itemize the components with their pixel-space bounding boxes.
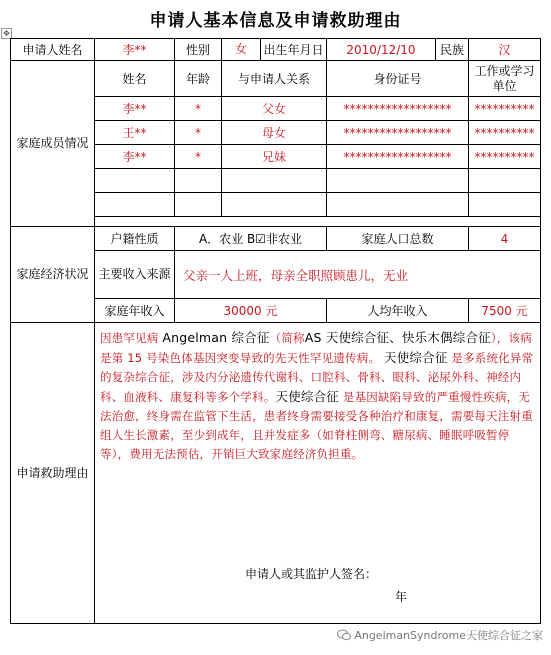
household-row — [11, 227, 541, 251]
gender-label: 性别 — [175, 39, 222, 61]
applicant-name-label: 申请人姓名 — [11, 39, 95, 61]
reason-text-cell[interactable] — [95, 323, 541, 624]
signature-date-mark: 年 — [395, 590, 408, 604]
income-source-value[interactable]: 父亲一人上班，母亲全职照顾患儿，无业 — [175, 251, 541, 299]
income-source-label: 主要收入来源 — [95, 251, 175, 299]
member-age[interactable]: * — [175, 145, 222, 169]
reason-part: （简称 — [269, 331, 305, 345]
reason-paragraph — [100, 328, 535, 464]
family-header-name: 姓名 — [95, 61, 175, 97]
empty-cell[interactable] — [327, 193, 469, 217]
reason-part-disease-name: 天使综合征 — [384, 350, 448, 365]
reason-part: 是多系统化异常的复杂综合征，涉及内分泌遗传代谢科、口腔科、骨科、眼科、泌尿外科、神经内科、血液科、康复科等多个学科。 — [100, 351, 534, 404]
member-age[interactable]: * — [175, 121, 222, 145]
member-name[interactable]: 李** — [95, 97, 175, 121]
application-form-table — [10, 38, 541, 624]
member-name[interactable]: 李** — [95, 145, 175, 169]
reason-part-aliases: AS 天使综合征、快乐木偶综合征 — [304, 330, 491, 345]
population-value[interactable]: 4 — [469, 227, 541, 251]
reason-part: 是基因缺陷导致的严重慢性疾病，无法治愈，终身需在监管下生活，患者终身需要接受各种治疗和康复，需要每天注射重组人生长激素，至少到成年，且并发症多（如脊柱侧弯、糖尿病、睡眠呼吸暂停等），费用无法预估，开销巨大致家庭经济负担重。 — [100, 390, 533, 461]
member-relation[interactable]: 父女 — [222, 97, 327, 121]
population-label: 家庭人口总数 — [327, 227, 469, 251]
dob-label: 出生年月日 — [263, 43, 324, 57]
empty-cell[interactable] — [95, 169, 175, 193]
member-id[interactable]: ****************** — [327, 145, 469, 169]
member-relation[interactable]: 母女 — [222, 121, 327, 145]
member-age[interactable]: * — [175, 97, 222, 121]
member-relation[interactable]: 兄妹 — [222, 145, 327, 169]
per-capita-value[interactable]: 7500 元 — [469, 299, 541, 323]
household-type-value[interactable]: A．农业 B☑非农业 — [175, 227, 327, 251]
family-header-row — [11, 61, 541, 97]
reason-part: 因患罕见病 — [100, 331, 163, 345]
wechat-icon — [337, 629, 351, 641]
member-id[interactable]: ****************** — [327, 121, 469, 145]
family-header-id: 身份证号 — [327, 61, 469, 97]
reason-part-disease-name: Angelman 综合征 — [162, 330, 270, 345]
signature-label: 申请人或其监护人签名： — [245, 567, 378, 581]
empty-cell[interactable] — [95, 193, 175, 217]
empty-cell[interactable] — [469, 169, 541, 193]
member-work-unit[interactable]: ********** — [469, 97, 541, 121]
table-move-handle-icon[interactable]: ✥ — [1, 28, 12, 39]
empty-cell — [95, 217, 541, 227]
empty-cell[interactable] — [175, 193, 222, 217]
ethnicity-value[interactable]: 汉 — [469, 39, 541, 61]
ethnicity-label: 民族 — [436, 39, 469, 61]
gender-dob-cell — [222, 39, 327, 61]
reason-row — [11, 323, 541, 624]
member-name[interactable]: 王** — [95, 121, 175, 145]
economy-section-label: 家庭经济状况 — [11, 227, 95, 323]
family-header-work-unit: 工作或学习单位 — [469, 61, 541, 97]
reason-section-label: 申请救助理由 — [11, 323, 95, 624]
page-title: 申请人基本信息及申请救助理由 — [149, 11, 402, 31]
reason-part-disease-name: 天使综合征 — [275, 389, 340, 404]
per-capita-label: 人均年收入 — [327, 299, 469, 323]
family-section-label: 家庭成员情况 — [11, 61, 95, 227]
empty-cell[interactable] — [222, 169, 327, 193]
annual-income-label: 家庭年收入 — [95, 299, 175, 323]
family-header-relation: 与申请人关系 — [222, 61, 327, 97]
empty-cell[interactable] — [175, 169, 222, 193]
empty-cell[interactable] — [469, 193, 541, 217]
watermark-text: AngelmanSyndrome天使综合征之家 — [354, 629, 543, 642]
watermark — [337, 627, 543, 643]
empty-cell[interactable] — [222, 193, 327, 217]
reason-part: ），该病是第 15 号染色体基因突变导致的先天性罕见遗传病。 — [100, 331, 532, 365]
gender-value[interactable]: 女 — [222, 39, 261, 60]
household-type-label: 户籍性质 — [95, 227, 175, 251]
applicant-row — [11, 39, 541, 61]
dob-value[interactable]: 2010/12/10 — [327, 39, 436, 61]
family-header-age: 年龄 — [175, 61, 222, 97]
annual-income-value[interactable]: 30000 元 — [175, 299, 327, 323]
member-work-unit[interactable]: ********** — [469, 121, 541, 145]
applicant-name-value[interactable]: 李** — [95, 39, 175, 61]
member-work-unit[interactable]: ********** — [469, 145, 541, 169]
member-id[interactable]: ****************** — [327, 97, 469, 121]
empty-cell[interactable] — [327, 169, 469, 193]
